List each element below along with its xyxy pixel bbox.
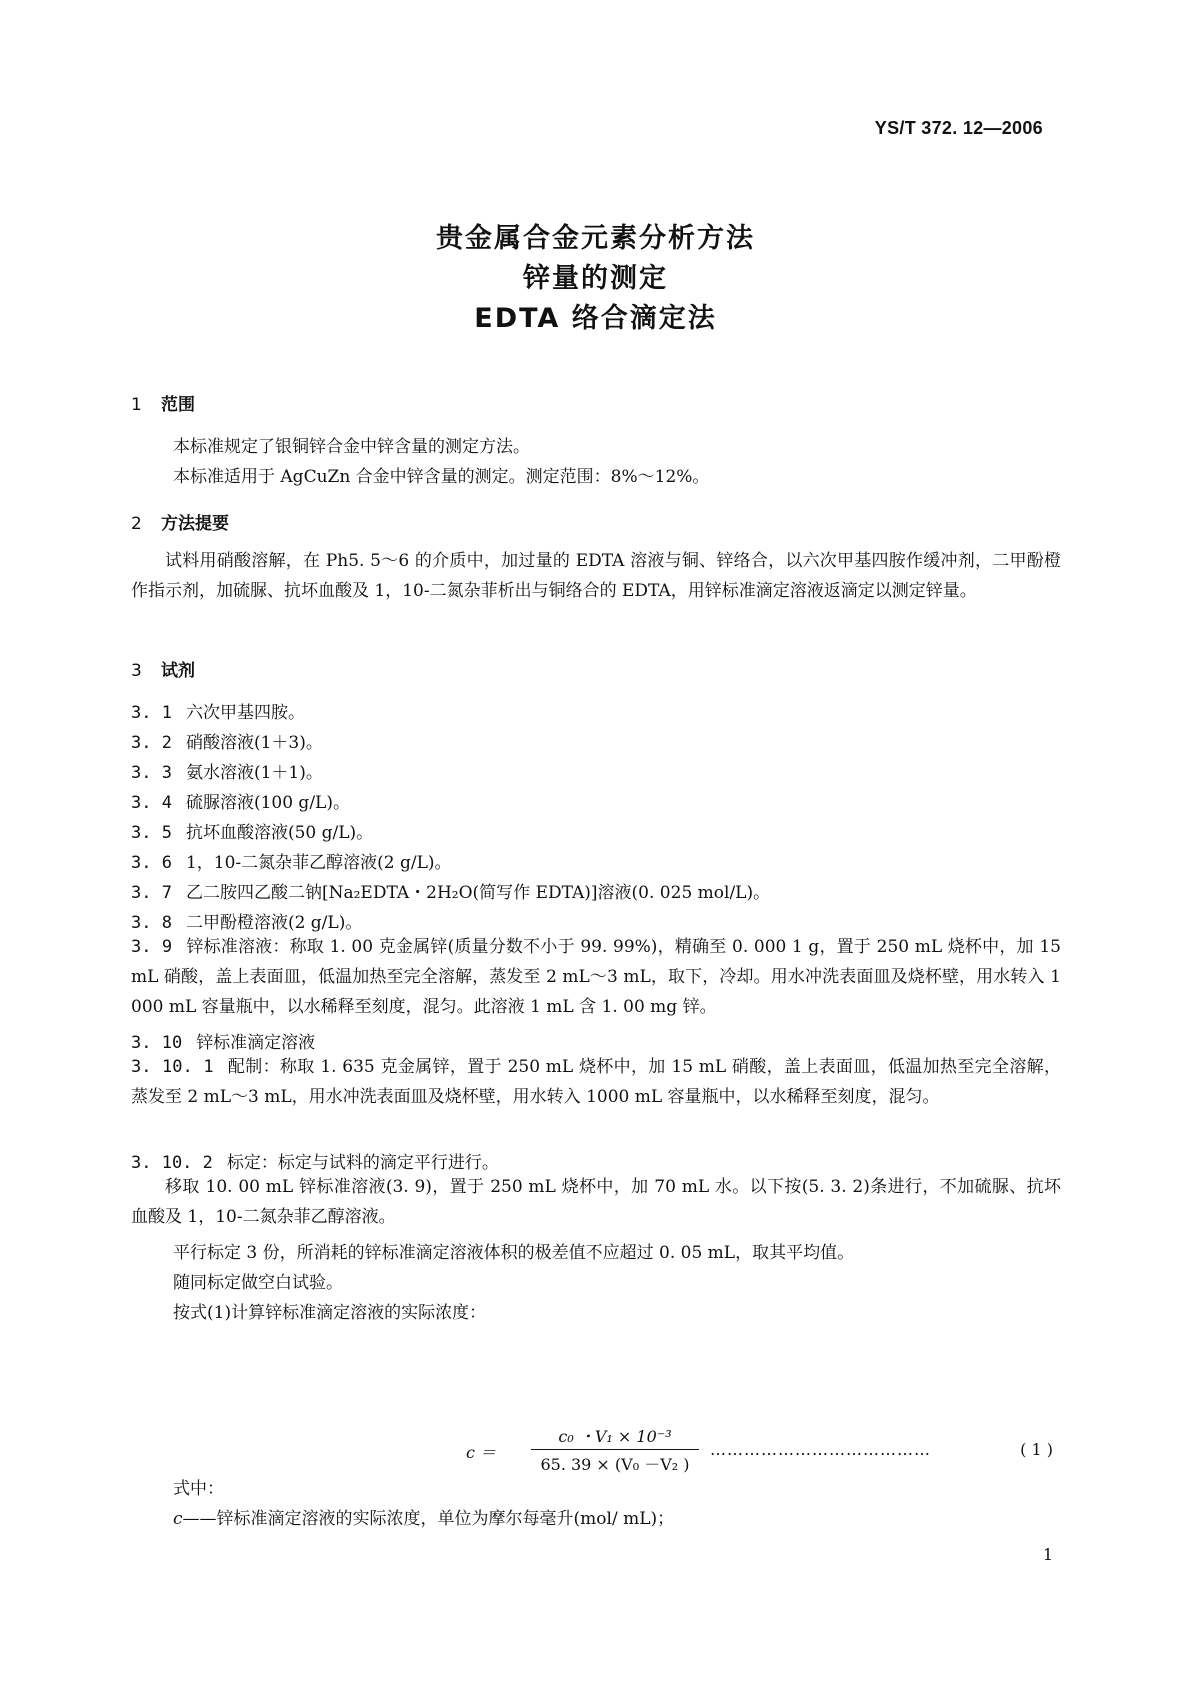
item-3-3 — [131, 758, 323, 783]
section-2-para-1: 试料用硝酸溶解，在 Ph5. 5～6 的介质中，加过量的 EDTA 溶液与铜、锌络合，以六次甲基四胺作缓冲剂，二甲酚橙作指示剂，加硫脲、抗坏血酸及 1，10-二氮杂菲析出与铜络合的 EDTA，用锌标准滴定溶液返滴定以测定锌量。 — [131, 551, 1061, 601]
section-1-heading — [131, 390, 195, 415]
formula-equation-number: ( 1 ) — [1020, 1440, 1053, 1459]
item-number: 3. 10 — [131, 1033, 183, 1053]
item-3-6 — [131, 848, 452, 873]
item-text: 锌标准溶液：称取 1. 00 克金属锌(质量分数不小于 99. 99%)，精确至 0. 000 1 g，置于 250 mL 烧杯中，加 15 mL 硝酸，盖上表面皿，低温加热至完全溶解，蒸发至 2 mL～3 mL，取下，冷却。用水冲洗表面皿及烧杯壁，用水转入 1 000 mL 容量瓶中，以水稀释至刻度，混匀。此溶液 1 mL 含 1. 00 mg 锌。 — [131, 937, 1061, 1017]
item-number: 3. 10. 1 — [131, 1057, 214, 1077]
section-2-title: 方法提要 — [161, 514, 229, 534]
item-3-7 — [131, 878, 770, 903]
section-1-title: 范围 — [161, 395, 195, 415]
item-3-10-1 — [131, 1052, 1061, 1112]
item-number: 3. 4 — [131, 793, 172, 813]
where-variable-definition: ——锌标准滴定溶液的实际浓度，单位为摩尔每毫升(mol/ mL)； — [182, 1509, 675, 1529]
item-text: 配制：称取 1. 635 克金属锌，置于 250 mL 烧杯中，加 15 mL 硝酸，盖上表面皿，低温加热至完全溶解，蒸发至 2 mL～3 mL，用水冲洗表面皿及烧杯壁，用水转入 1000 mL 容量瓶中，以水稀释至刻度，混匀。 — [131, 1057, 1061, 1107]
title-line-2: 锌量的测定 — [523, 263, 668, 294]
item-3-4 — [131, 788, 350, 813]
item-text: 六次甲基四胺。 — [185, 703, 305, 723]
item-text: 1，10-二氮杂菲乙醇溶液(2 g/L)。 — [185, 853, 452, 873]
item-text: 二甲酚橙溶液(2 g/L)。 — [185, 913, 363, 933]
item-number: 3. 10. 2 — [131, 1153, 213, 1173]
section-2-number: 2 — [131, 514, 142, 534]
formula-denominator: 65. 39 × (V₀ －V₂ ) — [540, 1455, 690, 1474]
where-definition — [173, 1504, 674, 1529]
formula-numerator: c₀ ・V₁ × 10⁻³ — [531, 1424, 699, 1450]
item-number: 3. 6 — [131, 853, 172, 873]
item-number: 3. 1 — [131, 703, 172, 723]
item-number: 3. 7 — [131, 883, 172, 903]
item-text: 标定：标定与试料的滴定平行进行。 — [226, 1153, 499, 1173]
section-1-number: 1 — [131, 395, 142, 415]
title-line-3: EDTA 络合滴定法 — [474, 303, 717, 334]
formula-leader-dots: ………………………………… — [710, 1440, 931, 1459]
calibration-para-3: 随同标定做空白试验。 — [173, 1273, 343, 1293]
title-line-1: 贵金属合金元素分析方法 — [436, 223, 755, 254]
item-text: 硫脲溶液(100 g/L)。 — [185, 793, 350, 813]
item-3-5 — [131, 818, 373, 843]
item-number: 3. 3 — [131, 763, 172, 783]
item-text: 乙二胺四乙酸二钠[Na₂EDTA・2H₂O(简写作 EDTA)]溶液(0. 025 mol/L)。 — [185, 883, 771, 903]
calibration-para-1: 移取 10. 00 mL 锌标准溶液(3. 9)，置于 250 mL 烧杯中，加 70 mL 水。以下按(5. 3. 2)条进行，不加硫脲、抗坏血酸及 1，10-二氮杂菲乙醇溶液。 — [131, 1177, 1061, 1227]
formula-lhs: c ＝ — [466, 1443, 497, 1462]
item-3-8 — [131, 908, 362, 933]
item-text: 锌标准滴定溶液 — [196, 1033, 316, 1053]
where-label: 式中： — [173, 1479, 224, 1499]
item-3-10 — [131, 1028, 315, 1053]
item-number: 3. 9 — [131, 937, 173, 957]
calibration-para-2: 平行标定 3 份，所消耗的锌标准滴定溶液体积的极差值不应超过 0. 05 mL，取其平均值。 — [173, 1243, 855, 1263]
item-number: 3. 2 — [131, 733, 172, 753]
item-3-2 — [131, 728, 323, 753]
item-text: 抗坏血酸溶液(50 g/L)。 — [185, 823, 374, 843]
page-number: 1 — [1042, 1545, 1053, 1564]
section-3-title: 试剂 — [161, 661, 195, 681]
standard-number: YS/T 372. 12—2006 — [874, 118, 1043, 138]
section-2-heading — [131, 509, 229, 534]
item-3-1 — [131, 698, 305, 723]
section-1-para-1: 本标准规定了银铜锌合金中锌含量的测定方法。 — [173, 437, 530, 457]
section-3-number: 3 — [131, 661, 142, 681]
item-3-9 — [131, 932, 1061, 1022]
item-3-10-2 — [131, 1148, 499, 1173]
item-number: 3. 8 — [131, 913, 172, 933]
section-3-heading — [131, 656, 195, 681]
calibration-para-4: 按式(1)计算锌标准滴定溶液的实际浓度： — [173, 1303, 487, 1323]
formula-fraction — [531, 1424, 699, 1475]
item-number: 3. 5 — [131, 823, 172, 843]
item-text: 氨水溶液(1＋1)。 — [185, 763, 323, 783]
section-1-para-2: 本标准适用于 AgCuZn 合金中锌含量的测定。测定范围：8%～12%。 — [173, 467, 710, 487]
where-variable: c — [173, 1509, 183, 1529]
item-text: 硝酸溶液(1＋3)。 — [185, 733, 323, 753]
